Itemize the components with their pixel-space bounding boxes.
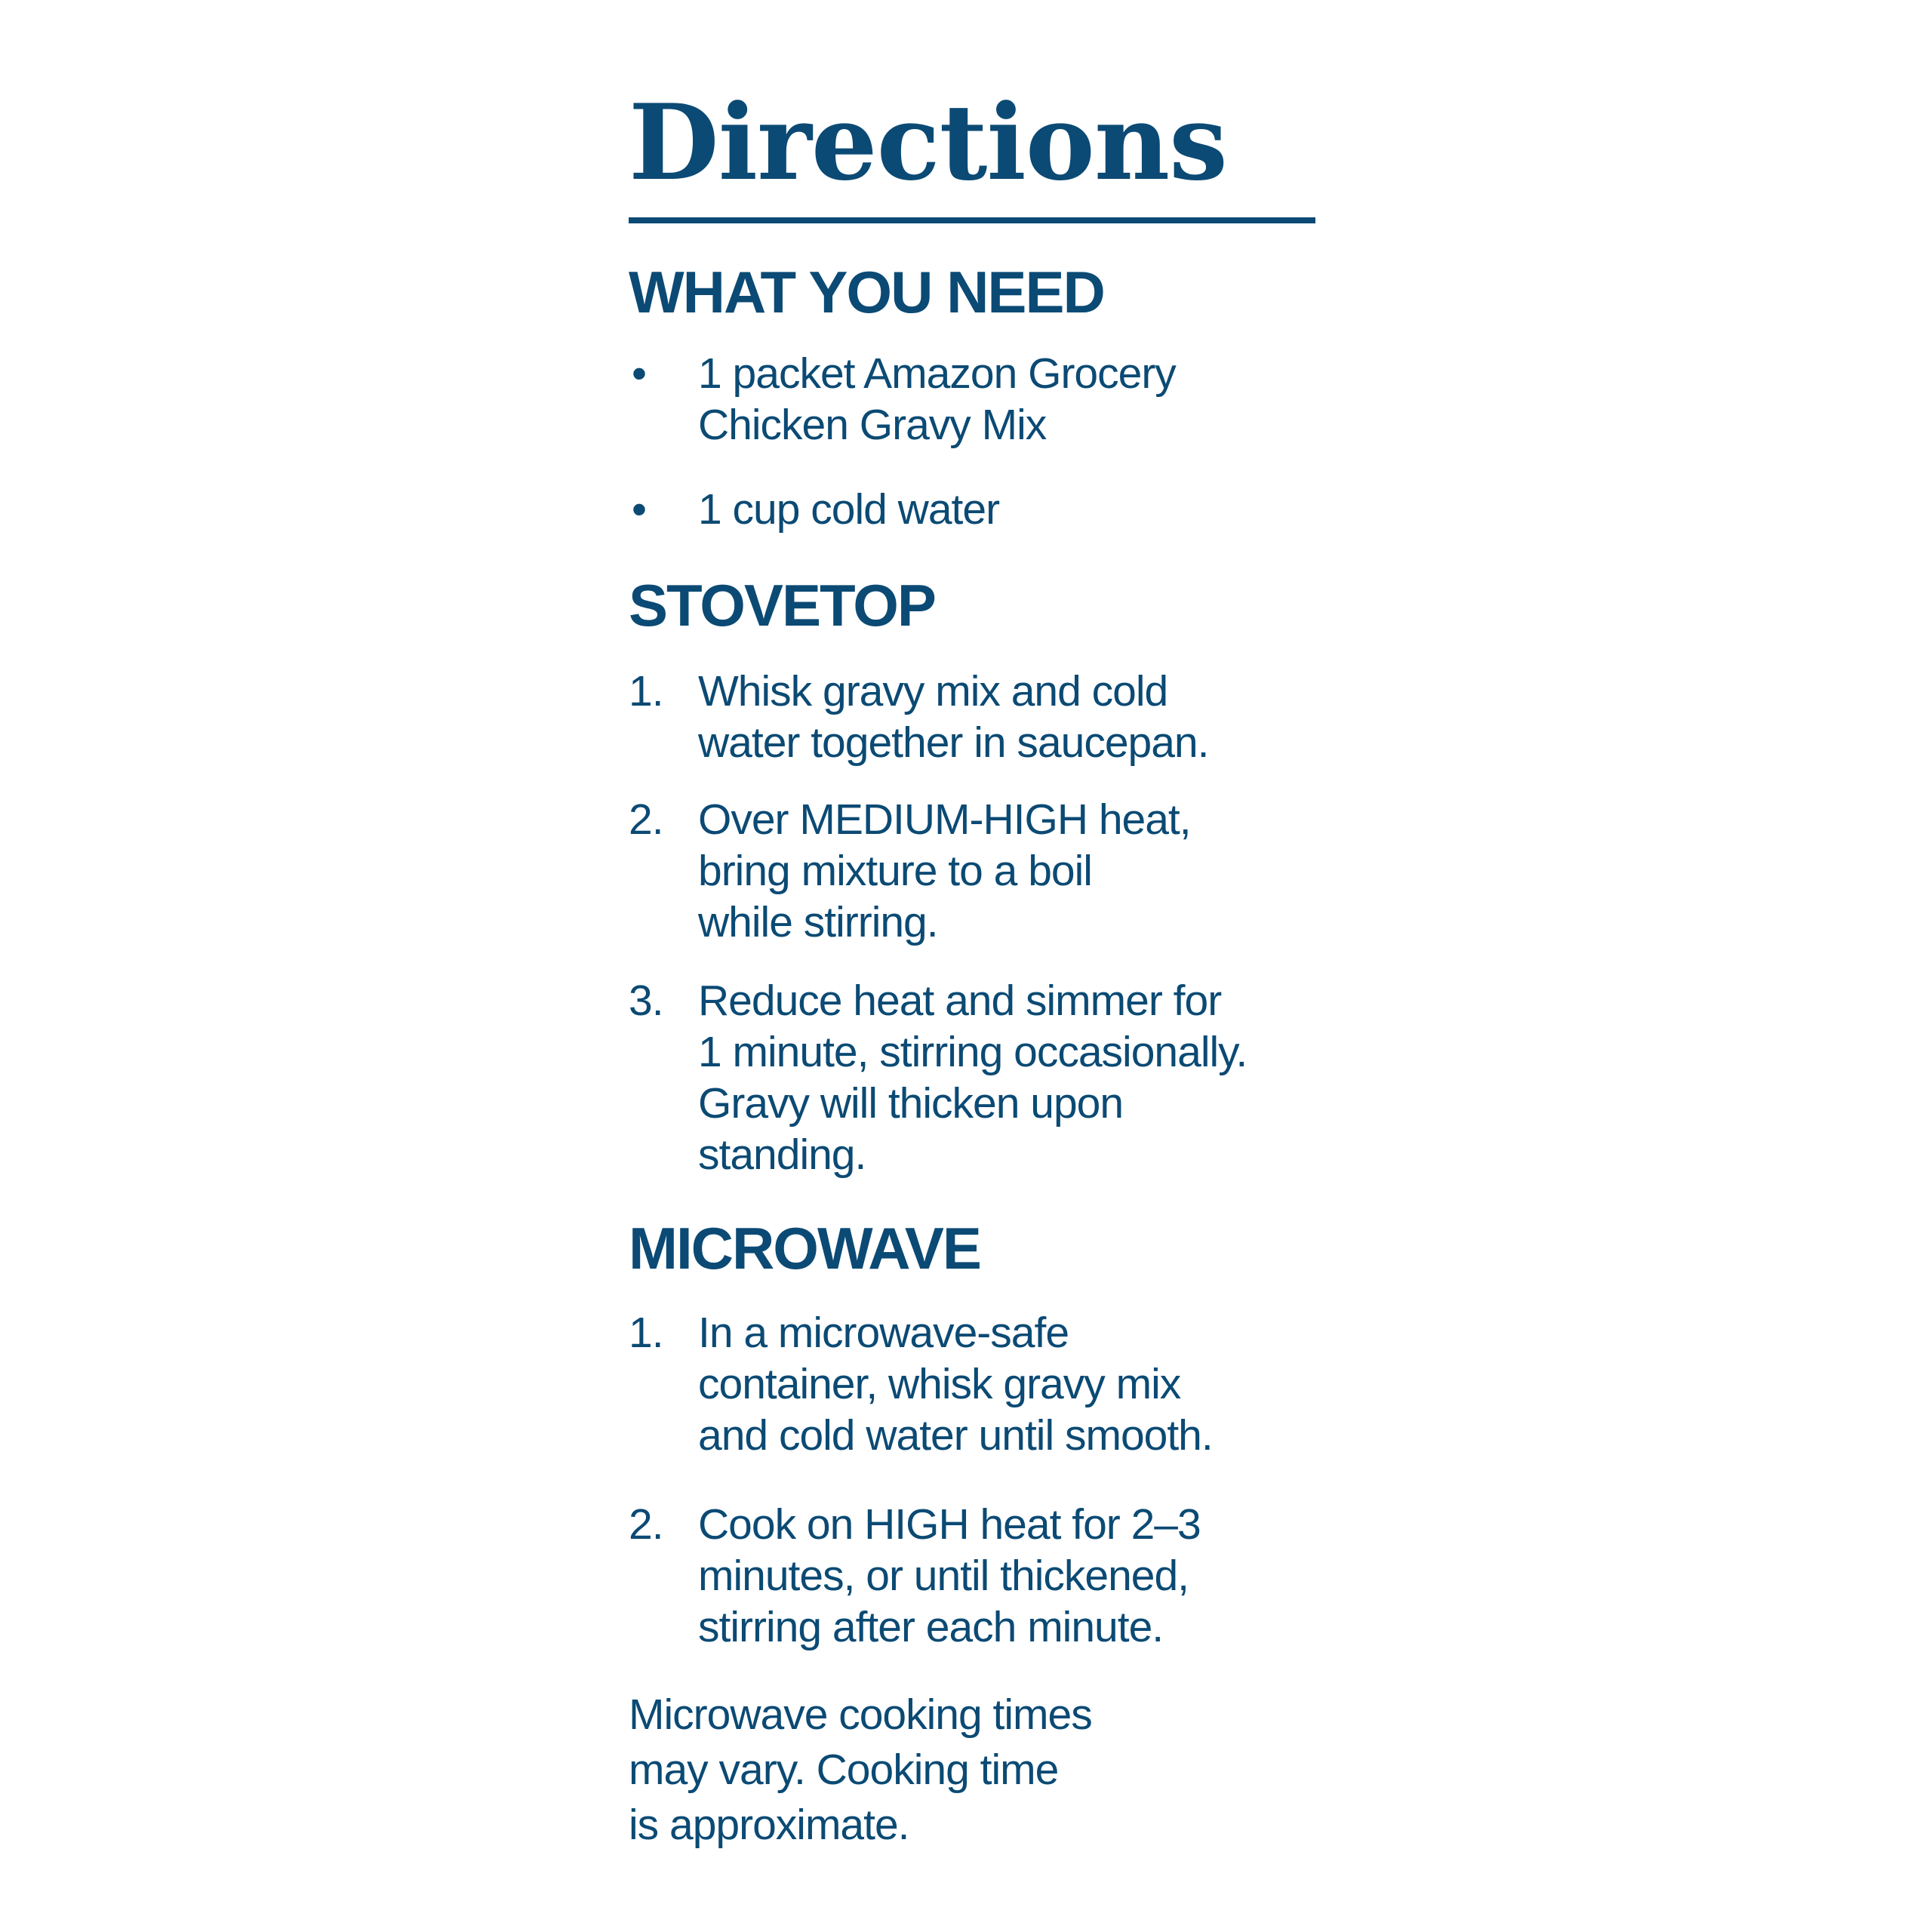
step-line: Cook on HIGH heat for 2–3 (698, 1500, 1201, 1549)
step-line: Over MEDIUM-HIGH heat, (698, 795, 1191, 844)
step-text (698, 975, 1332, 1180)
step-line: In a microwave-safe (698, 1309, 1069, 1357)
page-title: Directions (629, 81, 1227, 204)
bullet-marker: • (632, 349, 646, 398)
step-line: and cold water until smooth. (698, 1411, 1213, 1460)
step-line: water together in saucepan. (698, 718, 1209, 767)
title-divider (629, 217, 1315, 223)
step-number: 1. (629, 667, 663, 715)
step-line: standing. (698, 1131, 866, 1179)
microwave-heading: MICROWAVE (629, 1215, 980, 1281)
step-text (698, 1499, 1332, 1653)
what-you-need-heading: WHAT YOU NEED (629, 259, 1104, 325)
note-line: Microwave cooking times (629, 1690, 1092, 1739)
step-line: bring mixture to a boil (698, 847, 1092, 895)
bullet-marker: • (632, 485, 646, 534)
step-text (698, 1307, 1332, 1461)
ingredient-line: 1 packet Amazon Grocery (698, 349, 1176, 398)
step-line: Reduce heat and simmer for (698, 977, 1222, 1025)
step-number: 1. (629, 1309, 663, 1357)
step-text (698, 794, 1332, 948)
ingredient-text (698, 484, 1332, 535)
ingredient-text (698, 348, 1332, 451)
step-line: Gravy will thicken upon (698, 1079, 1124, 1128)
step-number: 2. (629, 1500, 663, 1549)
step-line: minutes, or until thickened, (698, 1552, 1189, 1600)
ingredient-line: Chicken Gravy Mix (698, 401, 1047, 449)
step-line: container, whisk gravy mix (698, 1360, 1181, 1408)
step-line: Whisk gravy mix and cold (698, 667, 1168, 715)
step-line: stirring after each minute. (698, 1603, 1164, 1651)
step-number: 2. (629, 795, 663, 844)
step-line: while stirring. (698, 898, 938, 946)
note-line: may vary. Cooking time (629, 1746, 1059, 1794)
step-text (698, 666, 1332, 768)
stovetop-heading: STOVETOP (629, 572, 935, 638)
note-line: is approximate. (629, 1801, 909, 1849)
ingredient-line: 1 cup cold water (698, 485, 1000, 534)
microwave-note (629, 1687, 1331, 1853)
step-number: 3. (629, 977, 663, 1025)
step-line: 1 minute, stirring occasionally. (698, 1028, 1247, 1076)
